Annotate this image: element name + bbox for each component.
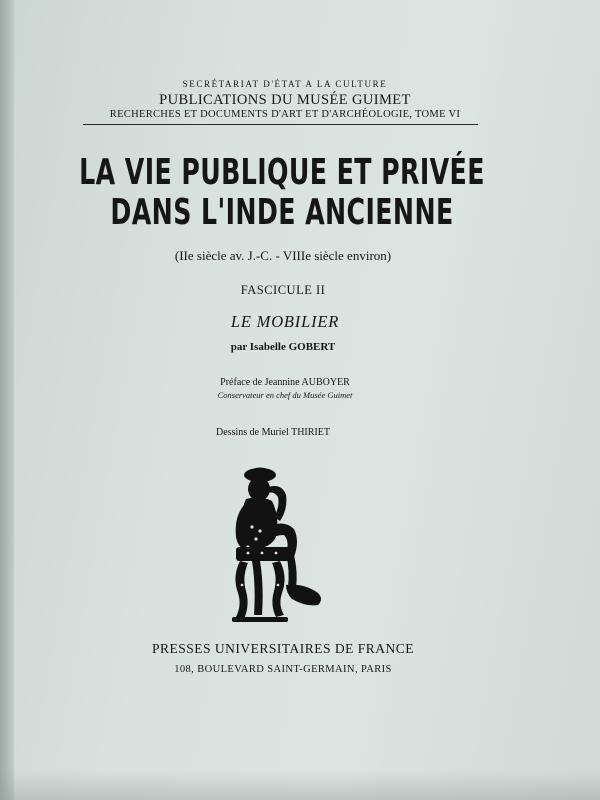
curator-line: Conservateur en chef du Musée Guimet bbox=[217, 390, 353, 400]
publisher-name: PRESSES UNIVERSITAIRES DE FRANCE bbox=[151, 641, 415, 656]
title-line-1: LA VIE PUBLIQUE ET PRIVÉE bbox=[79, 152, 485, 193]
book-spine-shadow bbox=[0, 0, 14, 800]
publisher-address: 108, BOULEVARD SAINT-GERMAIN, PARIS bbox=[174, 664, 392, 675]
date-range: (IIe siècle av. J.-C. - VIIIe siècle environ) bbox=[174, 248, 392, 263]
author-line: par Isabelle GOBERT bbox=[230, 341, 336, 353]
series-line: RECHERCHES ET DOCUMENTS D'ART ET D'ARCHÉOLOGIE, TOME VI bbox=[109, 109, 461, 120]
fascicule-subject: LE MOBILIER bbox=[230, 312, 340, 331]
seated-figure-icon bbox=[222, 465, 332, 630]
title-line-2: DANS L'INDE ANCIENNE bbox=[110, 192, 454, 233]
drawings-credit: Dessins de Muriel THIRIET bbox=[216, 427, 330, 438]
secretariat-line: SECRÉTARIAT D'ÉTAT A LA CULTURE bbox=[182, 79, 388, 89]
header-rule bbox=[83, 124, 478, 125]
fascicule-number: FASCICULE II bbox=[240, 283, 326, 297]
page-bottom-shadow bbox=[0, 770, 600, 800]
publications-line: PUBLICATIONS DU MUSÉE GUIMET bbox=[159, 92, 411, 108]
main-title bbox=[64, 153, 501, 233]
preface-line: Préface de Jeannine AUBOYER bbox=[220, 377, 350, 388]
